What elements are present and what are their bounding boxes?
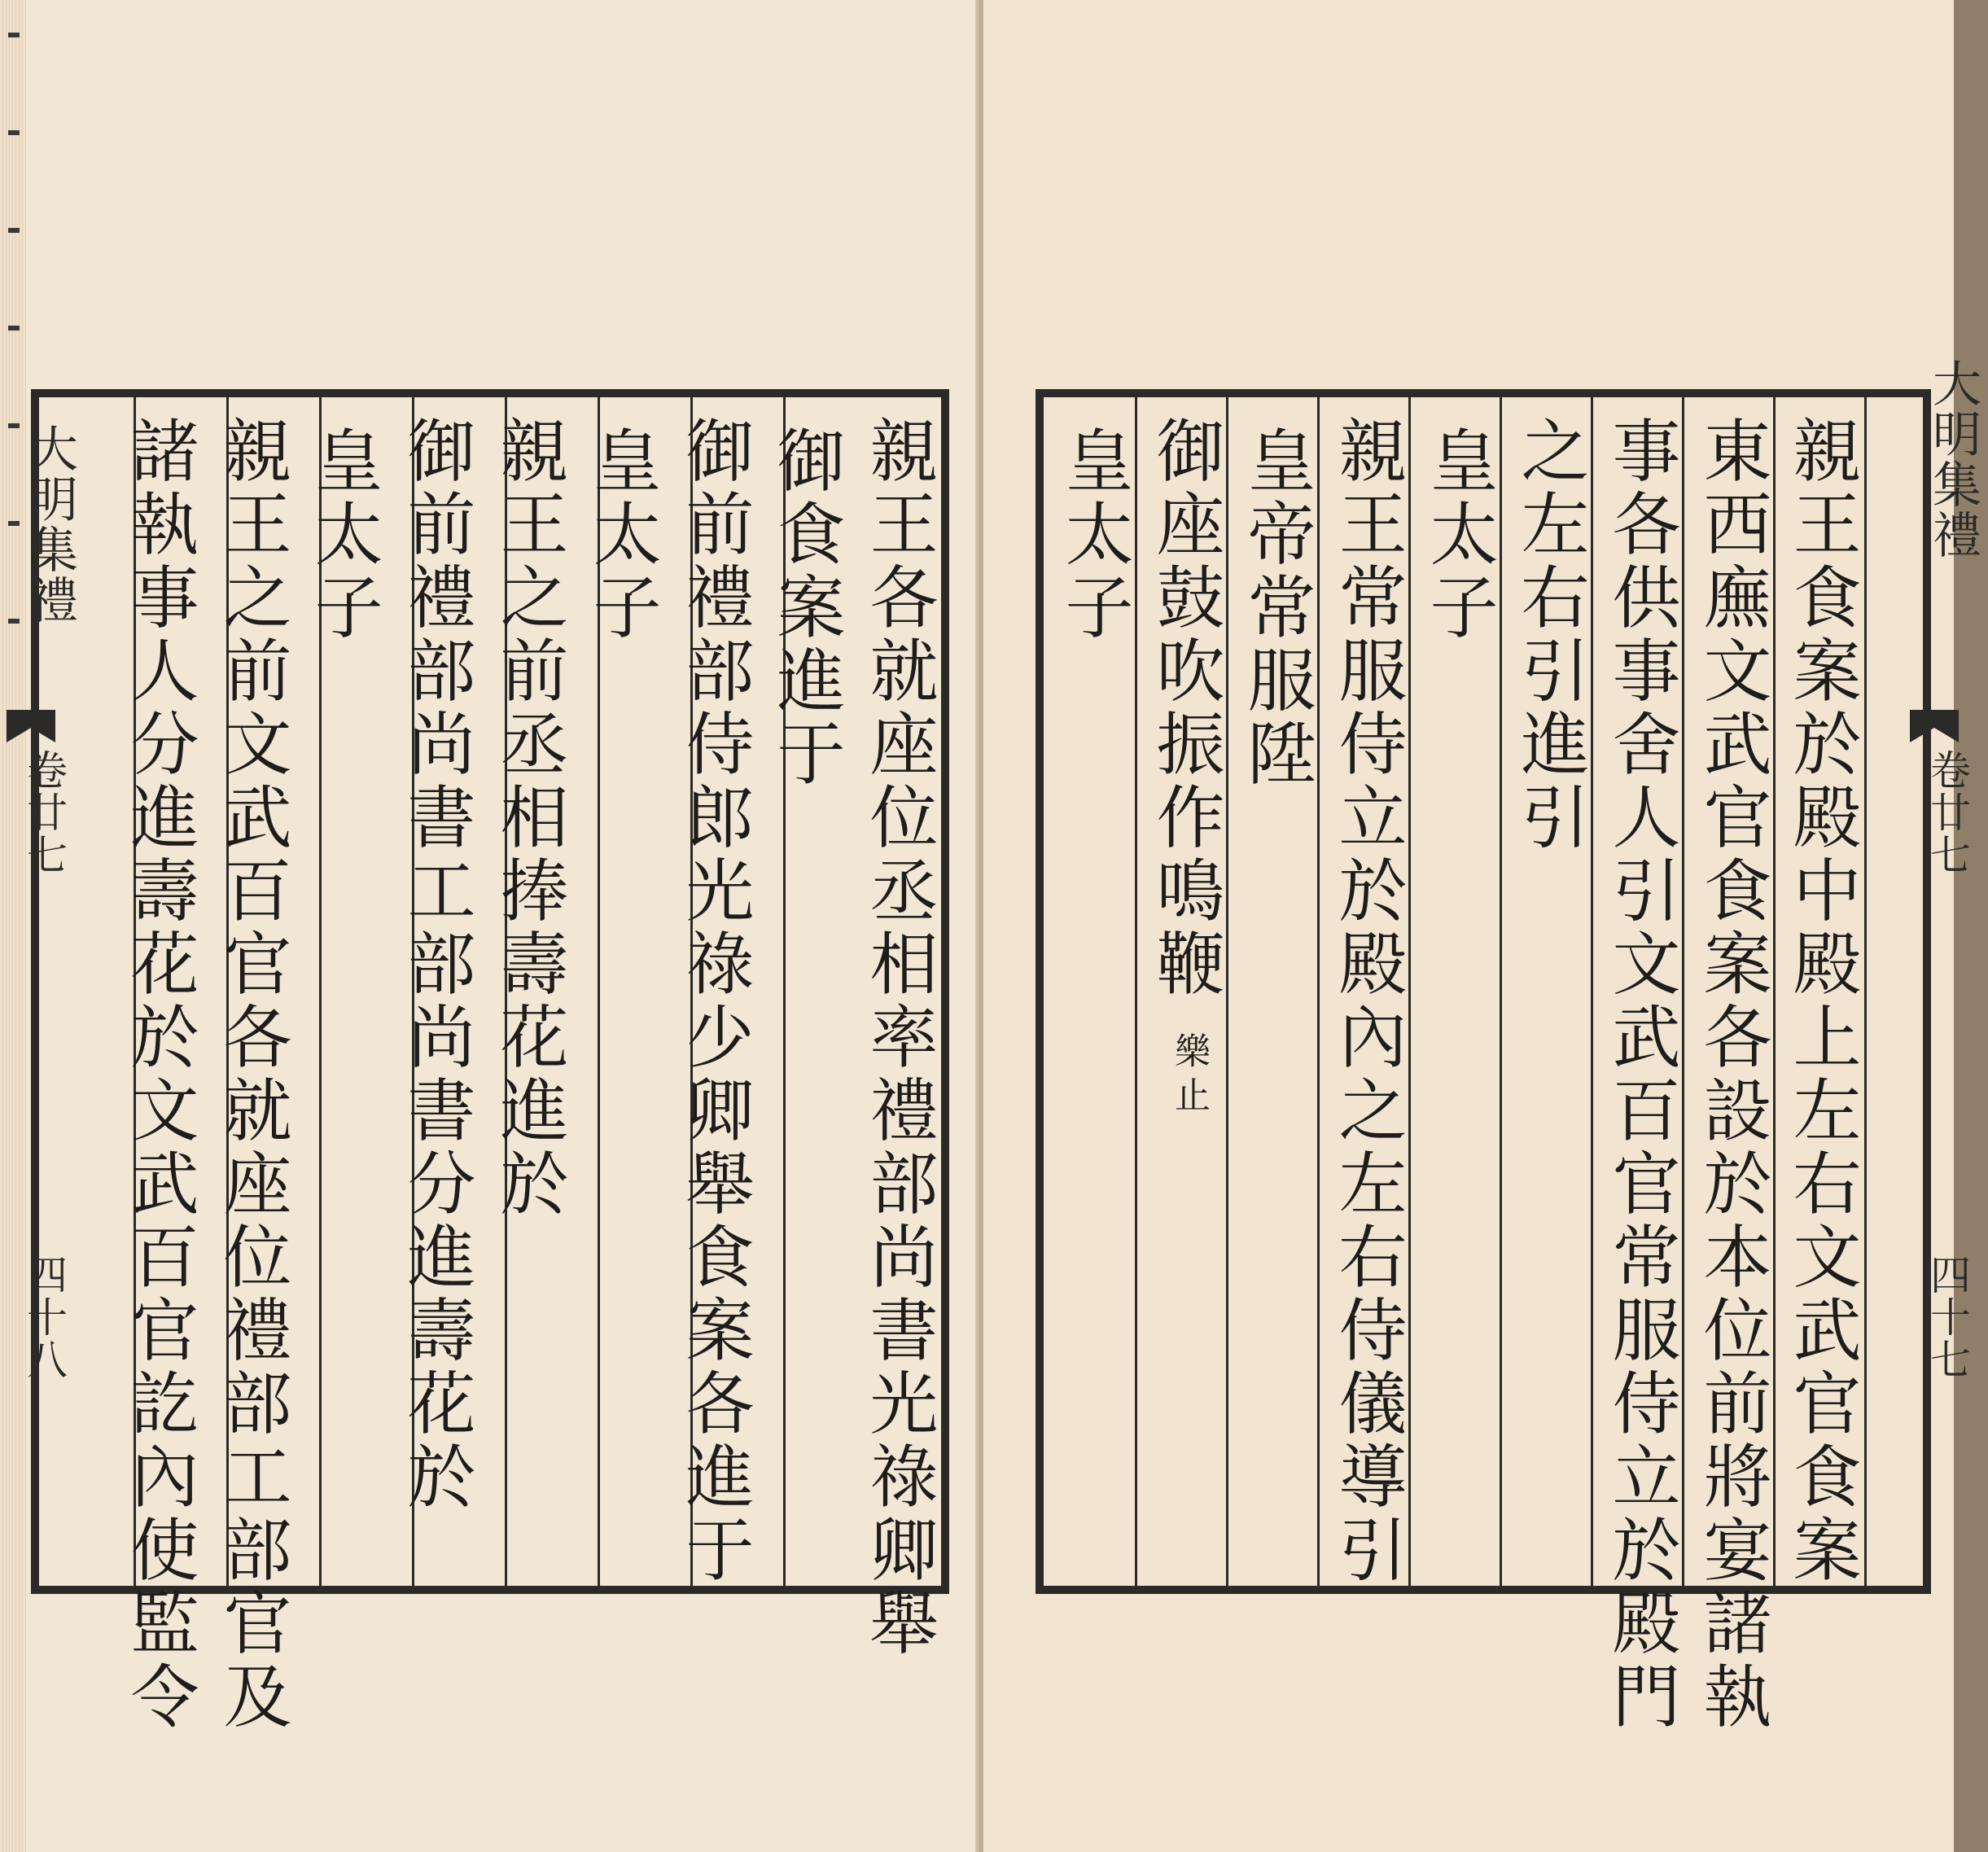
text-column: 皇太子 bbox=[582, 425, 662, 645]
text-column: 親王常服侍立於殿內之左右侍儀導引 bbox=[1328, 415, 1408, 1587]
text-column: 御食案進于 bbox=[766, 425, 846, 791]
right-margin-volume: 卷廿七 bbox=[1924, 749, 1971, 876]
right-margin-title: 大明集禮 bbox=[1925, 358, 1981, 560]
text-column: 御座鼓吹振作鳴鞭 bbox=[1145, 415, 1225, 1001]
text-column: 事各供事舍人引文武百官常服侍立於殿門 bbox=[1601, 415, 1681, 1734]
interlinear-note: 樂止 bbox=[1168, 1032, 1210, 1120]
text-column: 皇帝常服陞 bbox=[1237, 425, 1316, 791]
text-column: 之左右引進引 bbox=[1510, 415, 1590, 855]
text-column: 親王之前文武百官各就座位禮部工部官及 bbox=[212, 415, 292, 1734]
left-page bbox=[0, 0, 979, 1852]
text-column: 皇太子 bbox=[304, 425, 383, 645]
right-text-frame bbox=[1036, 389, 1931, 1734]
text-column: 御前禮部尚書工部尚書分進壽花於 bbox=[396, 415, 476, 1514]
text-column: 親王食案於殿中殿上左右文武官食案 bbox=[1782, 415, 1862, 1587]
text-column: 親王各就座位丞相率禮部尚書光祿卿舉 bbox=[859, 415, 939, 1661]
text-column: 皇太子 bbox=[1419, 425, 1499, 645]
left-margin-folio: 四十八 bbox=[20, 1254, 68, 1381]
text-column: 東西廡文武官食案各設於本位前將宴諸執 bbox=[1692, 415, 1772, 1734]
text-column: 親王之前丞相捧壽花進於 bbox=[489, 415, 569, 1221]
text-column: 皇太子 bbox=[1054, 425, 1134, 645]
text-column: 御前禮部侍郎光祿少卿舉食案各進于 bbox=[675, 415, 755, 1587]
right-margin-folio: 四十七 bbox=[1924, 1254, 1971, 1381]
left-margin-volume: 卷廿七 bbox=[20, 749, 68, 876]
left-margin-title: 大明集禮 bbox=[21, 423, 78, 625]
right-fishtail-mark bbox=[1910, 710, 1959, 742]
right-page bbox=[983, 0, 1981, 1852]
left-text-frame bbox=[31, 389, 949, 1734]
text-column: 諸執事人分進壽花於文武百官訖內使監令 bbox=[120, 415, 199, 1734]
